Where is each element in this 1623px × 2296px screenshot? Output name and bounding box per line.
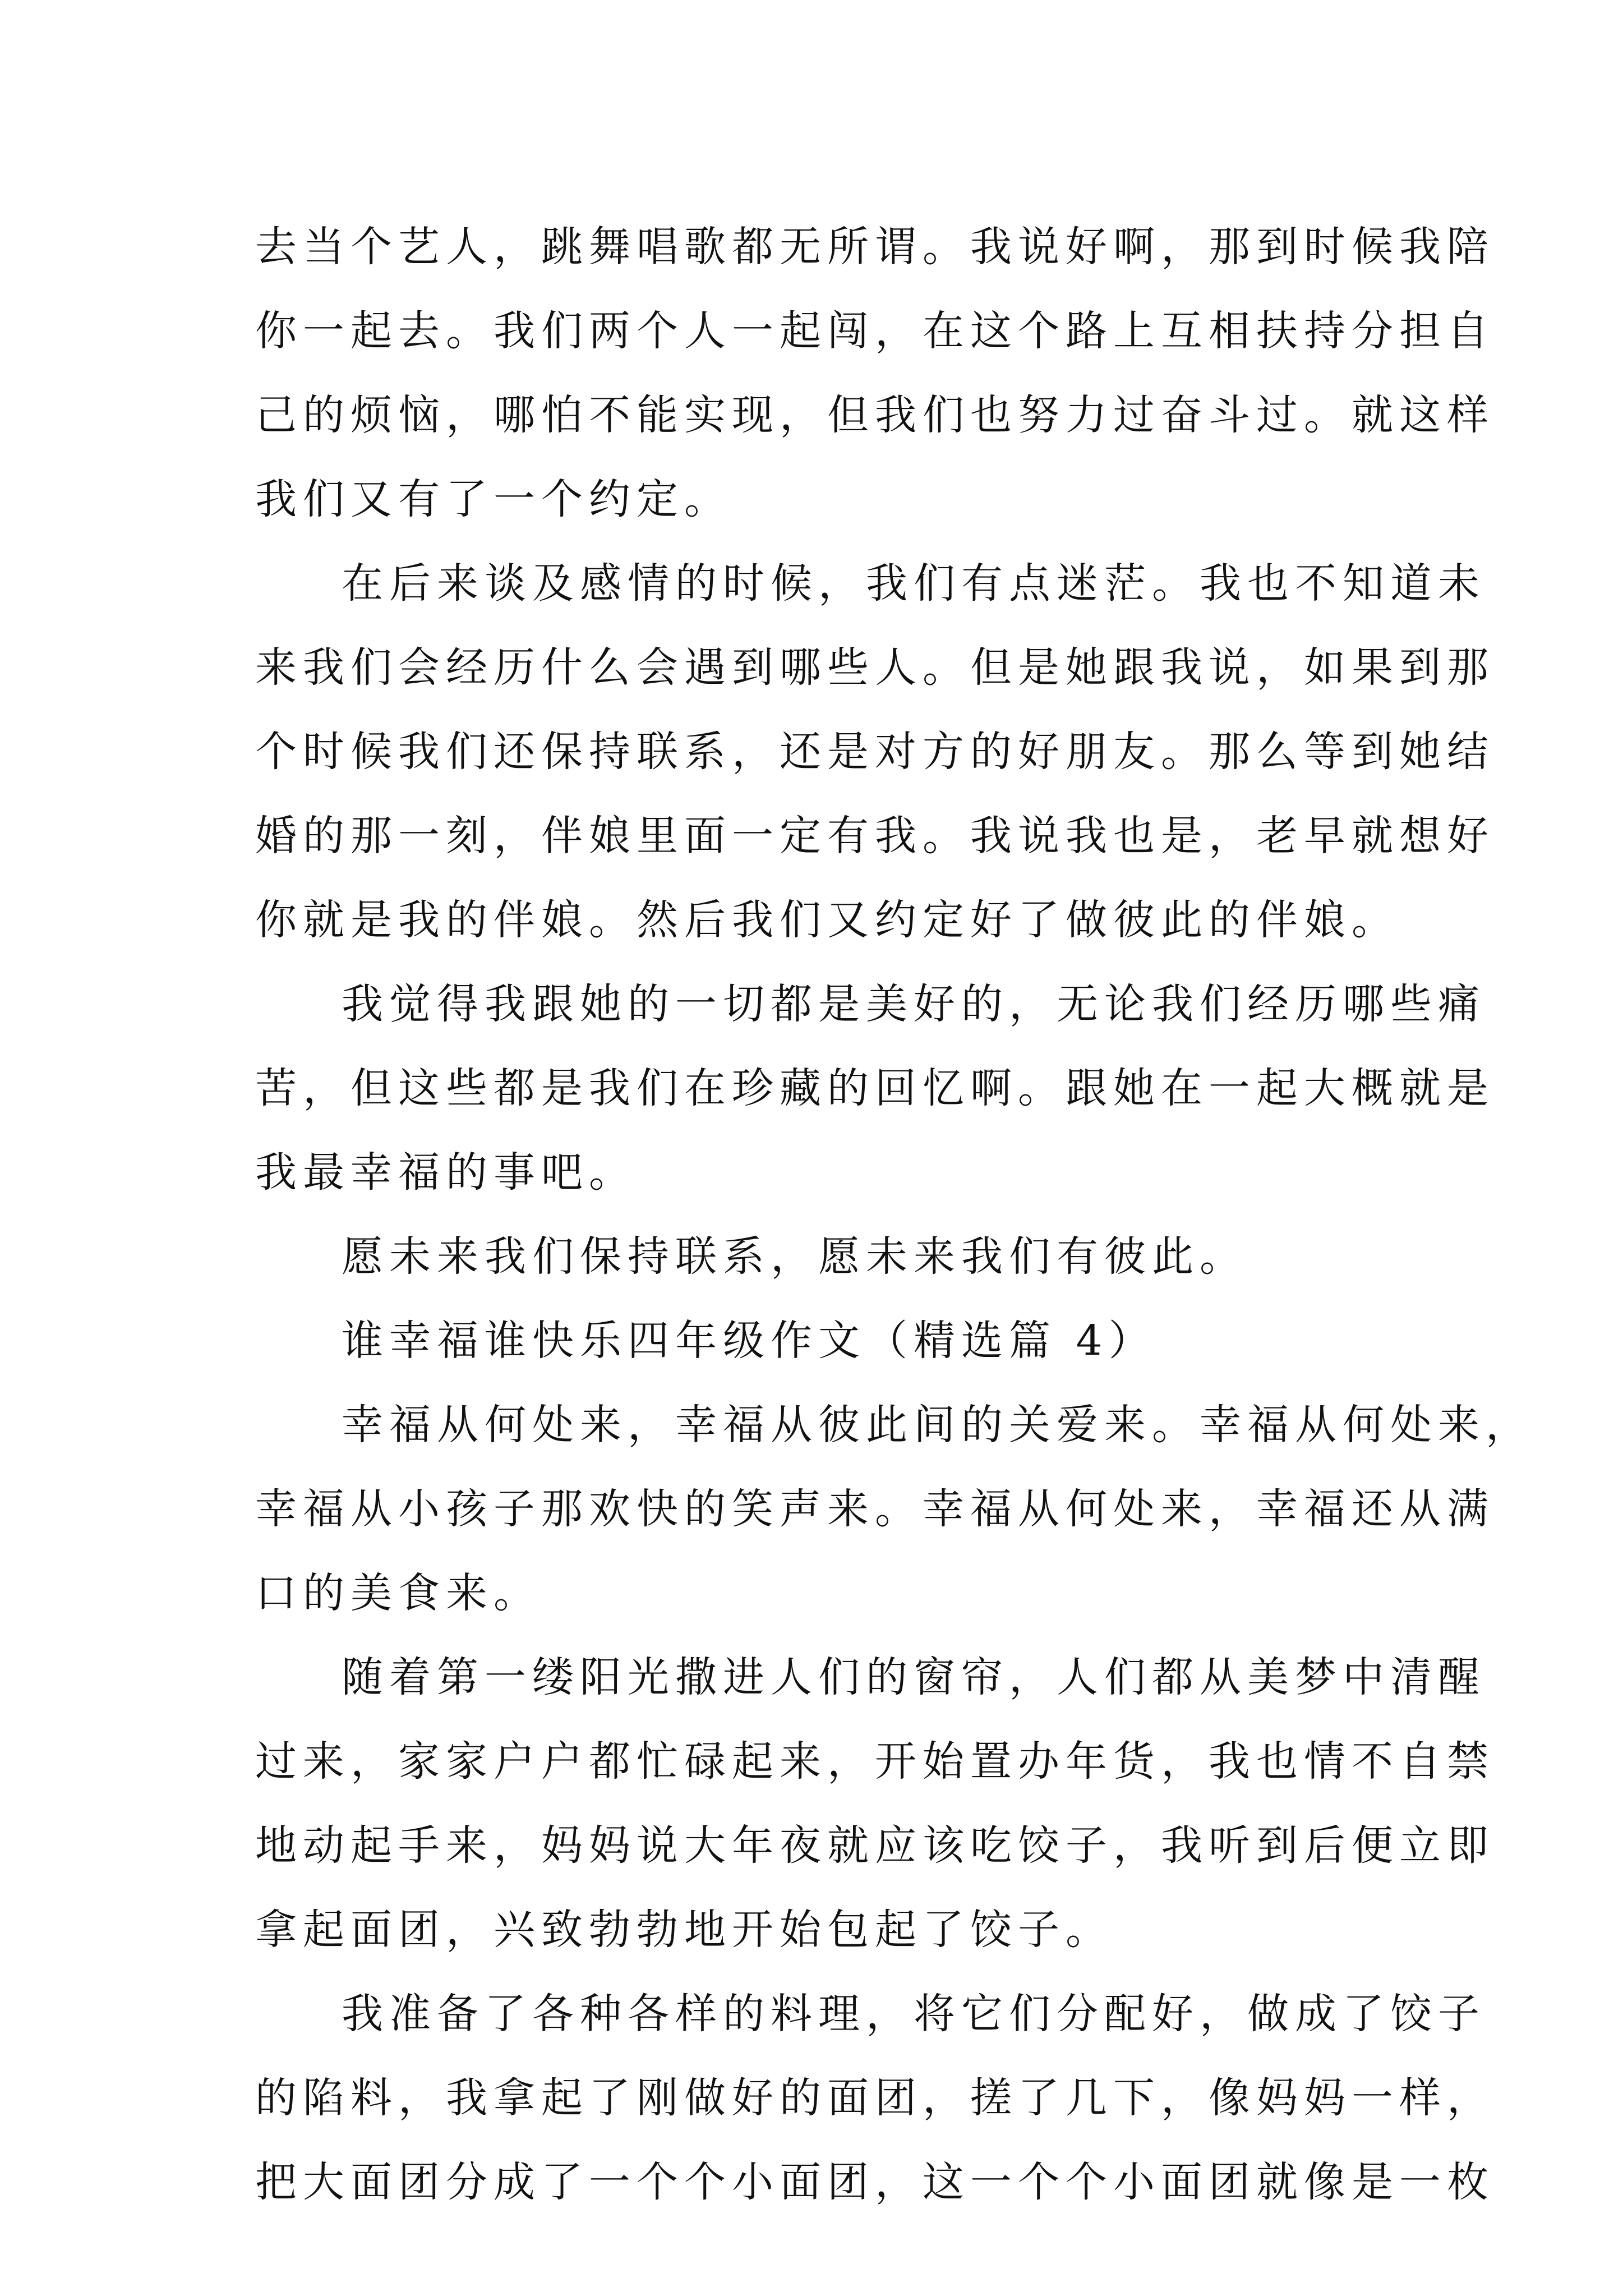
text-line: 己的烦恼，哪怕不能实现，但我们也努力过奋斗过。就这样 <box>255 391 1495 439</box>
text-line: 过来，家家户户都忙碌起来，开始置办年货，我也情不自禁 <box>255 1737 1495 1786</box>
text-line: 婚的那一刻，伴娘里面一定有我。我说我也是，老早就想好 <box>255 812 1495 860</box>
text-line: 苦，但这些都是我们在珍藏的回忆啊。跟她在一起大概就是 <box>255 1064 1495 1112</box>
text-line: 拿起面团，兴致勃勃地开始包起了饺子。 <box>255 1906 1113 1954</box>
text-line: 地动起手来，妈妈说大年夜就应该吃饺子，我听到后便立即 <box>255 1821 1495 1870</box>
paragraph-start-line: 愿未来我们保持联系，愿未来我们有彼此。 <box>342 1232 1247 1281</box>
text-line: 幸福从小孩子那欢快的笑声来。幸福从何处来，幸福还从满 <box>255 1485 1495 1533</box>
text-line: 你一起去。我们两个人一起闯，在这个路上互相扶持分担自 <box>255 307 1495 355</box>
paragraph-start-line: 我觉得我跟她的一切都是美好的，无论我们经历哪些痛 <box>342 980 1486 1028</box>
paragraph-start-line: 随着第一缕阳光撒进人们的窗帘，人们都从美梦中清醒 <box>342 1653 1486 1701</box>
text-line: 你就是我的伴娘。然后我们又约定好了做彼此的伴娘。 <box>255 896 1399 944</box>
text-line: 把大面团分成了一个个小面团，这一个个小面团就像是一枚 <box>255 2158 1495 2206</box>
text-line: 我们又有了一个约定。 <box>255 475 732 523</box>
text-line: 来我们会经历什么会遇到哪些人。但是她跟我说，如果到那 <box>255 643 1495 692</box>
section-heading: 谁幸福谁快乐四年级作文（精选篇 4） <box>342 1317 1156 1365</box>
text-line: 的陷料，我拿起了刚做好的面团，搓了几下，像妈妈一样， <box>255 2074 1495 2122</box>
paragraph-start-line: 我准备了各种各样的料理，将它们分配好，做成了饺子 <box>342 1990 1486 2038</box>
paragraph-start-line: 幸福从何处来，幸福从彼此间的关爱来。幸福从何处来， <box>342 1401 1533 1449</box>
text-line: 去当个艺人，跳舞唱歌都无所谓。我说好啊，那到时候我陪 <box>255 223 1495 271</box>
text-line: 口的美食来。 <box>255 1569 541 1617</box>
body-text <box>255 205 1533 2224</box>
text-line: 我最幸福的事吧。 <box>255 1148 637 1197</box>
text-line: 个时候我们还保持联系，还是对方的好朋友。那么等到她结 <box>255 728 1495 776</box>
paragraph-start-line: 在后来谈及感情的时候，我们有点迷茫。我也不知道未 <box>342 559 1486 608</box>
